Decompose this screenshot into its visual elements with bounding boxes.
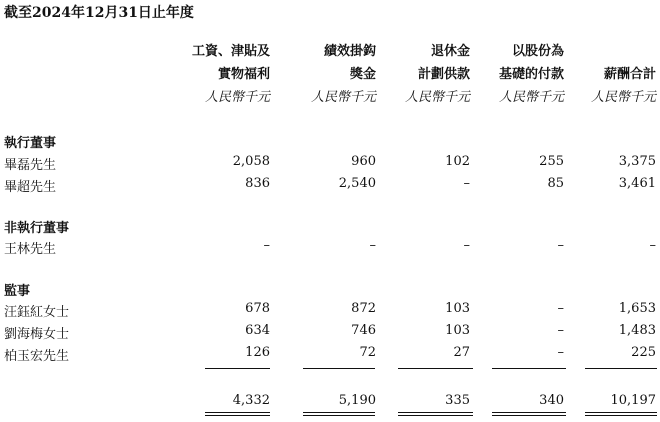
- total-cell: 335: [445, 393, 470, 408]
- table-cell: 103: [445, 301, 470, 316]
- total-cell: 10,197: [610, 393, 656, 408]
- double-underline: [585, 412, 657, 413]
- double-underline: [205, 412, 270, 413]
- divider: [585, 368, 657, 369]
- column-header-line2: 薪酬合計: [603, 67, 656, 82]
- table-cell: 678: [245, 301, 270, 316]
- table-cell: 72: [359, 345, 376, 360]
- table-cell: 836: [245, 176, 270, 191]
- section-heading: 執行董事: [4, 136, 57, 151]
- table-cell: –: [463, 176, 470, 191]
- page-title: 截至2024年12月31日止年度: [4, 5, 194, 21]
- table-cell: 960: [351, 154, 376, 169]
- table-cell: 1,653: [618, 301, 656, 316]
- divider: [205, 368, 270, 369]
- column-header-salaries: [180, 40, 270, 109]
- column-header-share-based: [474, 40, 564, 109]
- double-underline: [492, 415, 566, 416]
- column-header-unit: 人民幣千元: [204, 90, 270, 105]
- table-cell: 3,375: [618, 154, 656, 169]
- table-cell: –: [463, 238, 470, 253]
- double-underline: [492, 412, 566, 413]
- column-header-line2: 獎金: [349, 67, 376, 82]
- row-label: 劉海梅女士: [4, 327, 70, 342]
- table-cell: 872: [351, 301, 376, 316]
- double-underline: [303, 415, 375, 416]
- divider: [492, 368, 566, 369]
- table-cell: 102: [445, 154, 470, 169]
- column-header-total: [566, 63, 656, 109]
- table-cell: 3,461: [618, 176, 656, 191]
- column-header-line1: 退休金: [430, 44, 470, 59]
- column-header-unit: 人民幣千元: [498, 90, 564, 105]
- table-cell: –: [557, 301, 564, 316]
- double-underline: [585, 415, 657, 416]
- table-cell: –: [557, 323, 564, 338]
- column-header-line2: 實物福利: [217, 67, 270, 82]
- table-cell: 103: [445, 323, 470, 338]
- table-cell: 746: [351, 323, 376, 338]
- table-cell: 126: [245, 345, 270, 360]
- total-cell: 4,332: [232, 393, 270, 408]
- table-cell: 27: [453, 345, 470, 360]
- column-header-line1: 工資、津貼及: [191, 44, 270, 59]
- column-header-line1: 以股份為: [511, 44, 564, 59]
- table-cell: –: [649, 238, 656, 253]
- table-cell: 2,058: [232, 154, 270, 169]
- column-header-line2: 基礎的付款: [498, 67, 564, 82]
- double-underline: [398, 415, 473, 416]
- table-cell: 85: [547, 176, 564, 191]
- table-cell: 634: [245, 323, 270, 338]
- table-cell: –: [369, 238, 376, 253]
- column-header-line1: 績效掛鈎: [323, 44, 376, 59]
- double-underline: [205, 415, 270, 416]
- total-cell: 340: [539, 393, 564, 408]
- total-cell: 5,190: [338, 393, 376, 408]
- table-cell: 225: [631, 345, 656, 360]
- table-cell: 1,483: [618, 323, 656, 338]
- table-cell: –: [263, 238, 270, 253]
- divider: [303, 368, 375, 369]
- column-header-line2: 計劃供款: [417, 67, 470, 82]
- column-header-unit: 人民幣千元: [310, 90, 376, 105]
- double-underline: [398, 412, 473, 413]
- row-label: 畢超先生: [4, 180, 57, 195]
- column-header-pension: [380, 40, 470, 109]
- section-heading: 監事: [4, 284, 31, 299]
- row-label: 柏玉宏先生: [4, 349, 70, 364]
- table-cell: –: [557, 238, 564, 253]
- column-header-unit: 人民幣千元: [404, 90, 470, 105]
- table-cell: 255: [539, 154, 564, 169]
- double-underline: [303, 412, 375, 413]
- row-label: 汪鈺紅女士: [4, 305, 70, 320]
- section-heading: 非執行董事: [4, 221, 70, 236]
- row-label: 畢磊先生: [4, 158, 57, 173]
- table-cell: 2,540: [338, 176, 376, 191]
- table-cell: –: [557, 345, 564, 360]
- column-header-unit: 人民幣千元: [590, 90, 656, 105]
- column-header-bonus: [286, 40, 376, 109]
- row-label: 王林先生: [4, 242, 57, 257]
- divider: [398, 368, 473, 369]
